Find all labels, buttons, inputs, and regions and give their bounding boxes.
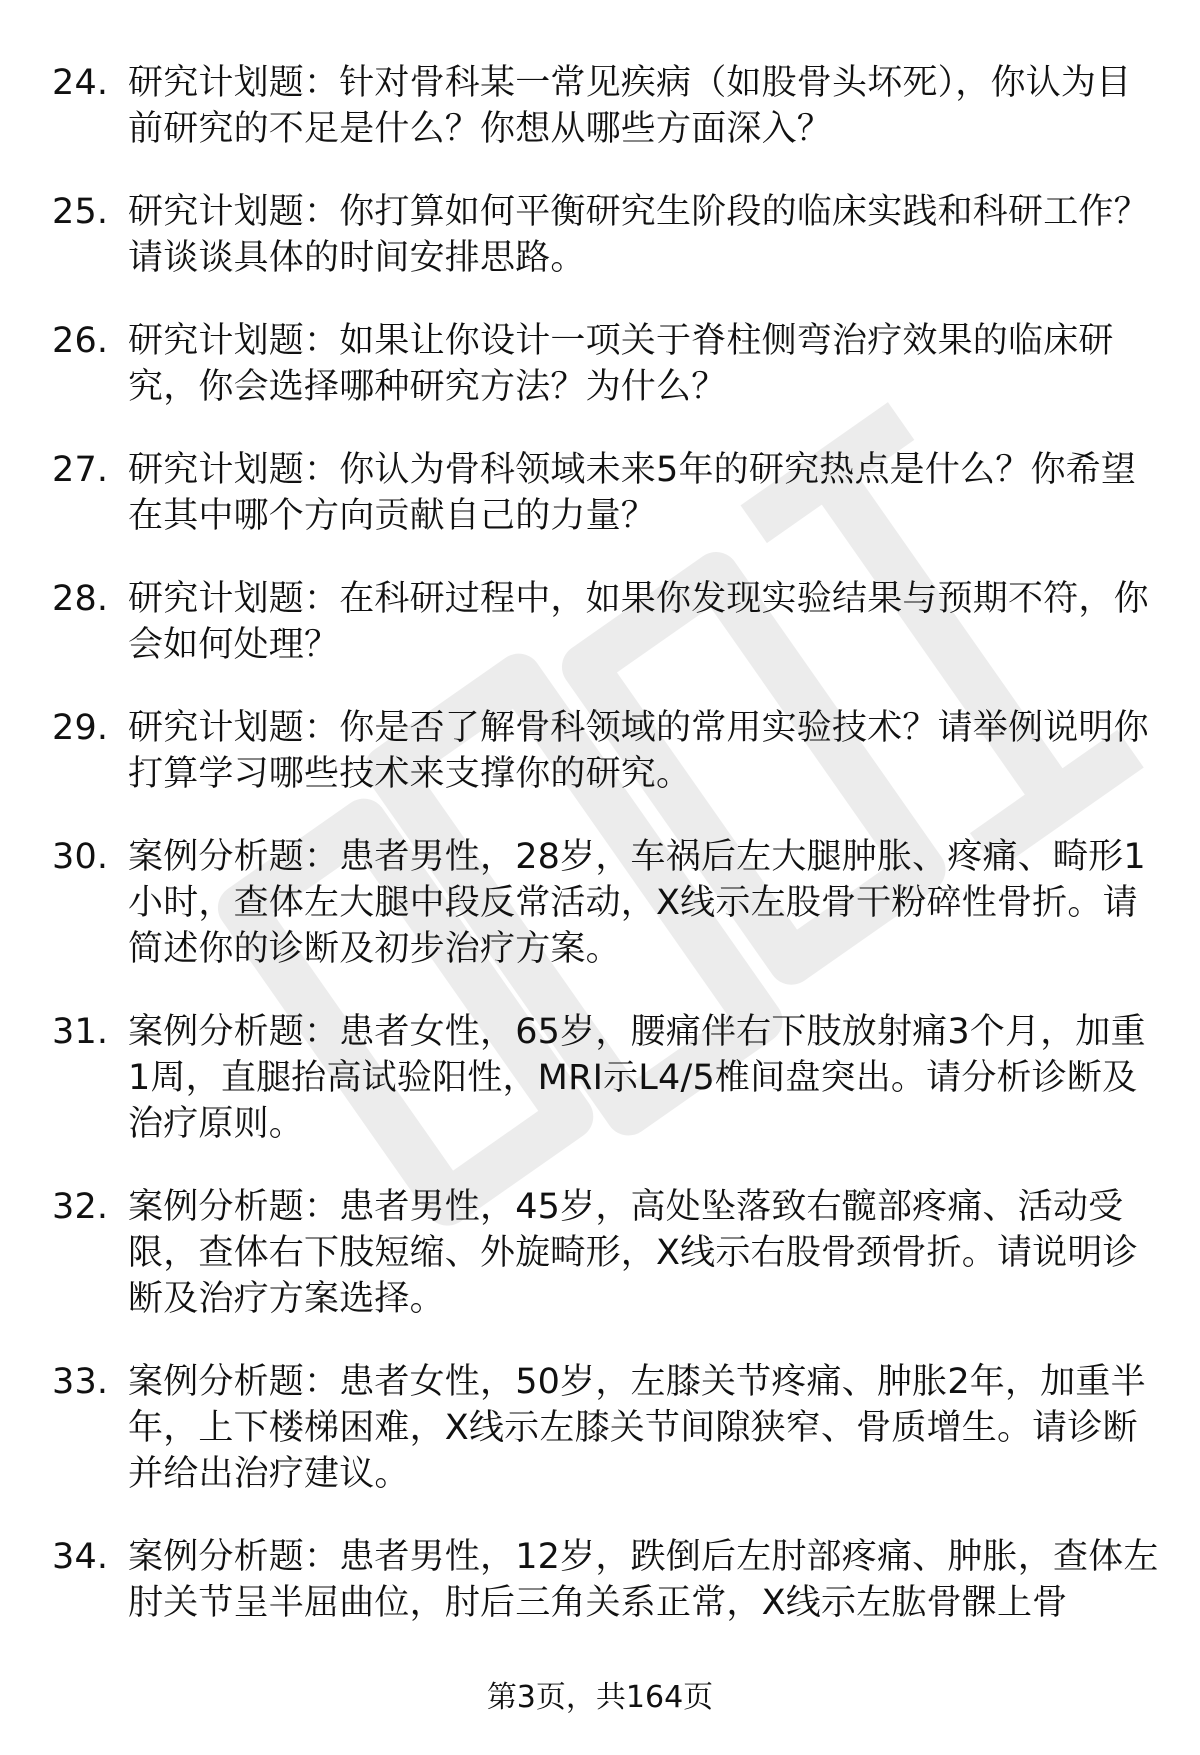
page-number-footer: 第3页，共164页 [486,1680,714,1715]
question-text: 案例分析题：患者男性，28岁，车祸后左大腿肿胀、疼痛、畸形1小时，查体左大腿中段反常活动，X线示左股骨干粉碎性骨折。请简述你的诊断及初步治疗方案。 [128,837,1146,969]
question-text: 研究计划题：你打算如何平衡研究生阶段的临床实践和科研工作？请谈谈具体的时间安排思路。 [128,192,1149,278]
question-item-31 [52,1009,1162,1147]
question-item-26 [52,318,1162,410]
question-item-33 [52,1359,1162,1497]
question-item-32 [52,1184,1162,1322]
question-number: 28. [52,579,109,619]
question-text: 研究计划题：如果让你设计一项关于脊柱侧弯治疗效果的临床研究，你会选择哪种研究方法？为什么？ [128,321,1114,407]
question-item-28 [52,576,1162,668]
question-item-27 [52,447,1162,539]
question-number: 25. [52,192,109,232]
question-number: 29. [52,708,109,748]
question-item-34 [52,1534,1162,1626]
question-number: 24. [52,63,109,103]
question-item-30 [52,834,1162,972]
question-list [52,60,1162,1663]
question-text: 案例分析题：患者女性，50岁，左膝关节疼痛、肿胀2年，加重半年，上下楼梯困难，X线示左膝关节间隙狭窄、骨质增生。请诊断并给出治疗建议。 [128,1362,1146,1494]
question-item-25 [52,189,1162,281]
question-item-29 [52,705,1162,797]
question-number: 27. [52,450,109,490]
question-item-24 [52,60,1162,152]
question-text: 研究计划题：在科研过程中，如果你发现实验结果与预期不符，你会如何处理？ [128,579,1149,665]
question-text: 案例分析题：患者男性，12岁，跌倒后左肘部疼痛、肿胀，查体左肘关节呈半屈曲位，肘后三角关系正常，X线示左肱骨髁上骨 [128,1537,1159,1623]
question-number: 34. [52,1537,109,1577]
question-number: 33. [52,1362,109,1402]
question-number: 26. [52,321,109,361]
question-text: 研究计划题：你认为骨科领域未来5年的研究热点是什么？你希望在其中哪个方向贡献自己的力量？ [128,450,1137,536]
question-text: 案例分析题：患者女性，65岁，腰痛伴右下肢放射痛3个月，加重1周，直腿抬高试验阳性，MRI示L4/5椎间盘突出。请分析诊断及治疗原则。 [128,1012,1146,1144]
question-text: 研究计划题：你是否了解骨科领域的常用实验技术？请举例说明你打算学习哪些技术来支撑你的研究。 [128,708,1149,794]
question-text: 研究计划题：针对骨科某一常见疾病（如股骨头坏死），你认为目前研究的不足是什么？你想从哪些方面深入？ [128,63,1132,149]
question-number: 30. [52,837,109,877]
question-number: 31. [52,1012,109,1052]
question-number: 32. [52,1187,109,1227]
question-text: 案例分析题：患者男性，45岁，高处坠落致右髋部疼痛、活动受限，查体右下肢短缩、外旋畸形，X线示右股骨颈骨折。请说明诊断及治疗方案选择。 [128,1187,1138,1319]
